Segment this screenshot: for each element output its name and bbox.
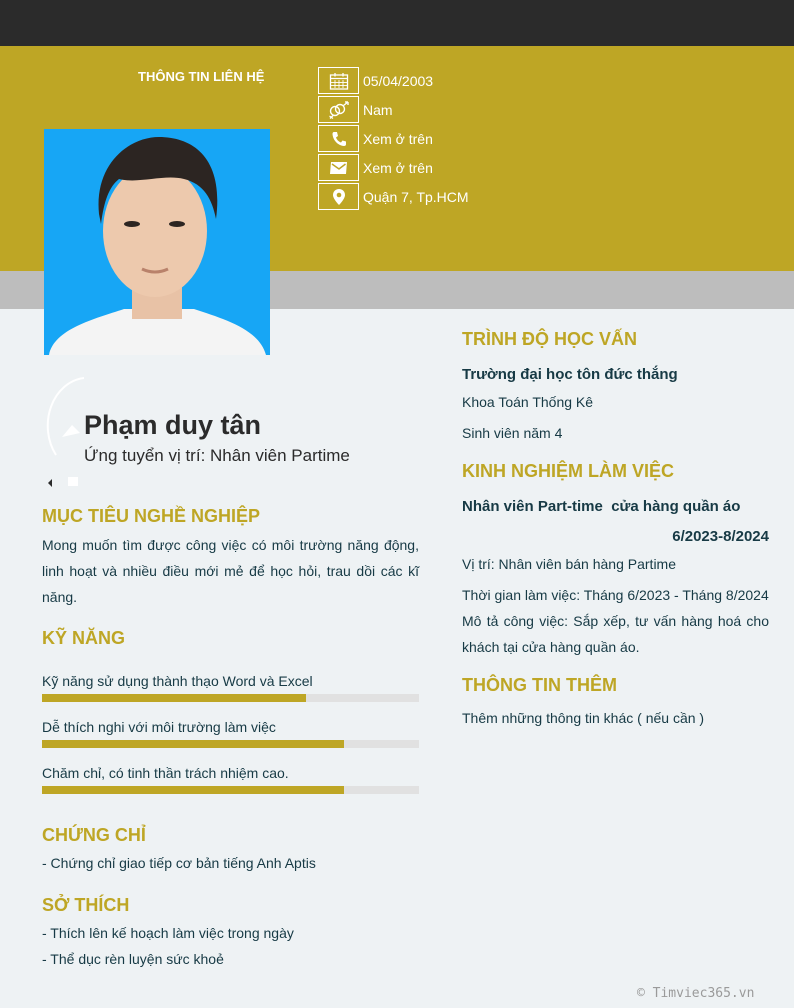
skill-bar [42,694,419,702]
job-role: Vị trí: Nhân viên bán hàng Partime [462,556,677,572]
address-text: Quận 7, Tp.HCM [363,188,469,205]
study-year: Sinh viên năm 4 [462,425,563,441]
job-description: Mô tả công việc: Sắp xếp, tư vấn hàng hoá cho khách tại cửa hàng quần áo. [462,613,769,655]
hobby-item: - Thích lên kế hoạch làm việc trong ngày [42,925,294,941]
calendar-icon [318,67,359,94]
top-bar [0,0,794,46]
phone-icon [318,125,359,152]
gender-icon [318,96,359,123]
page-edge [794,0,800,1008]
skill-bar [42,786,419,794]
candidate-name: Phạm duy tân [84,410,262,440]
location-pin-icon [318,183,359,210]
certificate-item: - Chứng chỉ giao tiếp cơ bản tiếng Anh Aptis [42,855,316,871]
job-period: 6/2023-8/2024 [672,528,769,545]
contact-item-gender [318,96,393,123]
skill-bar-fill [42,786,344,794]
contact-item-email [318,154,433,181]
birthday-text: 05/04/2003 [363,72,434,89]
profile-photo [44,129,270,355]
phone-text: Xem ở trên [363,130,433,147]
job-duration: Thời gian làm việc: Tháng 6/2023 - Tháng 8/2024 [462,587,769,603]
additional-info-title: THÔNG TIN THÊM [462,675,617,695]
faculty-name: Khoa Toán Thống Kê [462,394,594,410]
experience-title: KINH NGHIỆM LÀM VIỆC [462,461,675,481]
contact-item-birthday [318,67,433,94]
job-title: Nhân viên Part-time cửa hàng quần áo [462,498,741,515]
school-name: Trường đại học tôn đức thắng [462,366,678,383]
hobbies-title: SỞ THÍCH [42,895,130,915]
contact-item-address [318,183,469,210]
objective-text: Mong muốn tìm được công việc có môi trường năng động, linh hoạt và nhiều điều mới mẻ để học hỏi, trau dồi các kĩ năng. [42,537,419,605]
contact-item-phone [318,125,433,152]
email-icon [318,154,359,181]
education-title: TRÌNH ĐỘ HỌC VẤN [462,329,637,349]
objective-title: MỤC TIÊU NGHỀ NGHIỆP [42,506,261,526]
email-text: Xem ở trên [363,159,433,176]
contact-title: THÔNG TIN LIÊN HỆ [138,69,265,84]
skills-title: KỸ NĂNG [42,628,126,648]
skill-label: Dễ thích nghi với môi trường làm việc [42,719,276,735]
skill-bar-fill [42,740,344,748]
skill-bar-fill [42,694,306,702]
gender-text: Nam [363,101,393,118]
skill-bar [42,740,419,748]
skill-label: Chăm chỉ, có tinh thần trách nhiệm cao. [42,765,289,781]
skill-label: Kỹ năng sử dụng thành thạo Word và Excel [42,673,313,689]
hobby-item: - Thể dục rèn luyện sức khoẻ [42,951,224,967]
additional-info-text: Thêm những thông tin khác ( nếu cần ) [462,710,705,726]
certificates-title: CHỨNG CHỈ [42,825,146,845]
watermark: © Timviec365.vn [637,986,755,1001]
applied-position: Ứng tuyển vị trí: Nhân viên Partime [84,446,350,465]
